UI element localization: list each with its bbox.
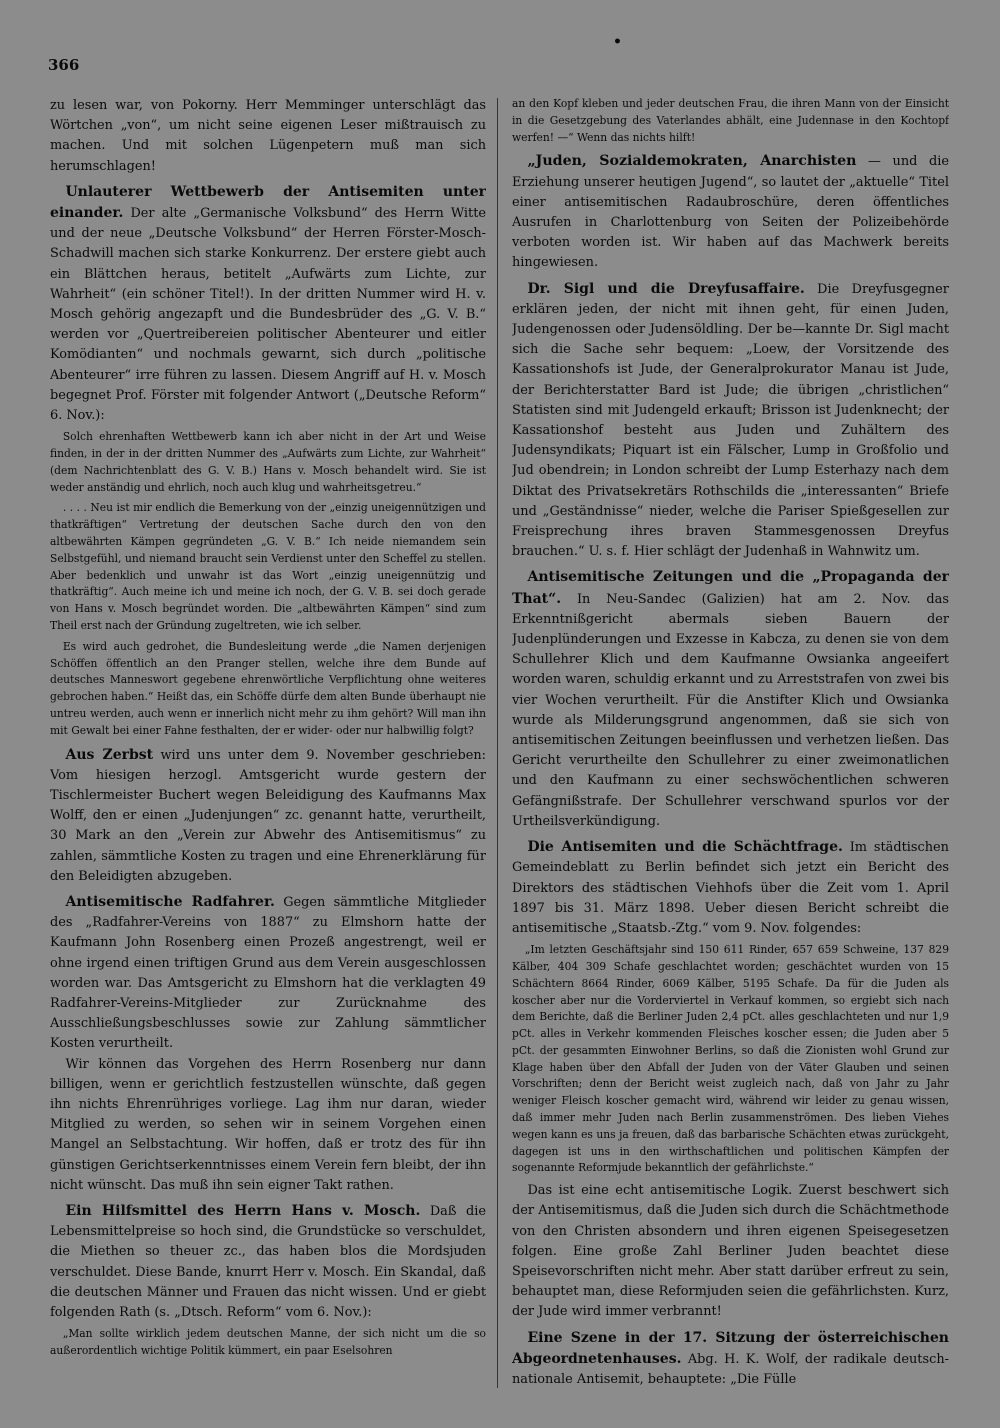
right-column <box>512 96 949 1416</box>
article <box>50 1201 486 1323</box>
article <box>512 279 949 563</box>
column-divider <box>497 98 498 1388</box>
article-heading: Eine Szene in der 17. Sitzung der österreichischen Abgeordnetenhauses. <box>512 1329 949 1367</box>
article <box>512 151 949 273</box>
article-body: Gegen sämmtliche Mitglieder des „Radfahrer-Vereins von 1887“ zu Elmshorn hatte der Kaufmann John Rosenberg einen Prozeß angestrengt, weil er ohne irgend einen triftigen Grund aus dem Verein ausgeschlossen worden war. Das Amtsgericht zu Elmshorn hat die verklagten 49 Radfahrer-Vereins-Mitglieder zur Zurücknahme des Ausschließungsbeschlusses sowie zur Zahlung sämmtlicher Kosten verurtheilt. <box>50 895 486 1052</box>
quotation: . . . . Neu ist mir endlich die Bemerkung von der „einzig uneigennützigen und thatkräftigen“ Vertretung der deutschen Sache durch den von den altbewährten Kämpen gegründeten „G. V. B.“ Ich neide niemandem sein Selbstgefühl, und niemand braucht sein Verdienst unter den Scheffel zu stellen. Aber bedenklich und unwahr ist das Wort „einzig uneigennützig und thatkräftig“. Auch meine ich und meine ich noch, der G. V. B. sei doch gerade von Hans v. Mosch begründet worden. Die „altbewährten Kämpen“ sind zum Theil erst nach der Gründung zugeltreten, wie ich selber. <box>50 501 486 633</box>
article <box>512 837 949 939</box>
article <box>50 182 486 426</box>
article-heading: Aus Zerbst <box>65 746 154 763</box>
article-body: Die Dreyfusgegner erklären jeden, der nicht mit ihnen geht, für einen Juden, Judengenossen oder Judensöldling. Der be—kannte Dr. Sigl macht sich die Sache sehr bequem: „Loew, der Vorsitzende des Kassationshofs ist Jude, der Generalprokurator Manau ist Jude, der Berichterstatter Bard ist Jude; die übrigen „christlichen“ Statisten sind mit Judengeld erkauft; Brisson ist Judenknecht; der Kassationshof besteht aus Juden und Zuhältern des Judensyndikats; Piquart ist ein Fälscher, Lump in Großfolio und Jud obendrein; in London schreibt der Lump Esterhazy nach dem Diktat des Privatsekretärs Rothschilds die „interessanten“ Briefe und „Geständnisse“ nieder, welche die Pariser Spießgesellen zur Freisprechung ihres braven Stammesgenossen Dreyfus brauchen.“ U. s. f. Hier schlägt der Judenhaß in Wahnwitz um. <box>512 281 949 560</box>
left-column <box>50 96 486 1416</box>
article <box>512 567 949 832</box>
article-body: Daß die Lebensmittelpreise so hoch sind, die Grundstücke so verschuldet, die Miethen so theuer zc., das haben blos die Mordsjuden verschuldet. Diese Bande, knurrt Herr v. Mosch. Ein Skandal, daß die deutschen Männer und Frauen das nicht wissen. Und er giebt folgenden Rath (s. „Dtsch. Reform“ vom 6. Nov.): <box>50 1204 486 1321</box>
paragraph: Das ist eine echt antisemitische Logik. Zuerst beschwert sich der Antisemitismus, daß die Juden sich durch die Schächtmethode von den Christen absondern und ihren eigenen Speisegesetzen folgen. Eine große Zahl Berliner Juden beachtet diese Speisevorschriften nicht mehr. Aber statt darüber erfreut zu sein, behauptet man, diese Reformjuden seien die gefährlichsten. Kurz, der Jude wird immer verbrannt! <box>512 1183 949 1320</box>
quotation: „Im letzten Geschäftsjahr sind 150 611 Rinder, 657 659 Schweine, 137 829 Kälber, 404 309 Schafe geschlachtet worden; geschächtet wurden von 15 Schächtern 8664 Rinder, 6069 Kälber, 5195 Schafe. Da für die Juden als koscher aber nur die Vorderviertel in Verkauf kommen, so ergiebt sich nach dem Berichte, daß die Berliner Juden 2,4 pCt. alles geschlachteten und nur 1,9 pCt. alles in Verkehr kommenden Fleisches koscher essen; die Juden aber 5 pCt. der gesammten Einwohner Berlins, so daß die Zionisten wohl Grund zur Klage haben über den Abfall der Juden von der Väter Glauben und seinen Vorschriften; denn der Bericht weist zugleich nach, daß von Jahr zu Jahr weniger Fleisch koscher gemacht wird, während wir leider zu genau wissen, daß immer mehr Juden nach Berlin zusammenströmen. Des lieben Viehes wegen kann es uns ja freuen, daß das barbarische Schächten etwas zurückgeht, dagegen ist uns in den wirthschaftlichen und politischen Kämpfen der sogenannte Reformjude bekanntlich der gefährlichste.“ <box>512 943 949 1175</box>
quotation: an den Kopf kleben und jeder deutschen Frau, die ihren Mann von der Einsicht in die Gesetzgebung des Vaterlandes abhält, eine Judennase in den Kochtopf werfen! —“ Wenn das nichts hilft! <box>512 97 949 144</box>
paragraph: zu lesen war, von Pokorny. Herr Memminger unterschlägt das Wörtchen „von“, um nicht seine eigenen Leser mißtrauisch zu machen. Und mit solchen Lügenpetern muß man sich herumschlagen! <box>50 98 486 174</box>
article-heading: Dr. Sigl und die Dreyfusaffaire. <box>527 280 805 297</box>
quotation: Solch ehrenhaften Wettbewerb kann ich aber nicht in der Art und Weise finden, in der in der dritten Nummer des „Aufwärts zum Lichte, zur Wahrheit“ (dem Nachrichtenblatt des G. V. B.) Hans v. Mosch behandelt wird. Sie ist weder anständig und ehrlich, noch auch klug und wahrheitsgetreu.“ <box>50 430 486 494</box>
article-body: Der alte „Germanische Volksbund“ des Herrn Witte und der neue „Deutsche Volksbund“ der Herren Förster-Mosch-Schadwill machen sich starke Konkurrenz. Der erstere giebt auch ein Blättchen heraus, betitelt „Aufwärts zum Lichte, zur Wahrheit“ (ein schöner Titel!). In der dritten Nummer wird H. v. Mosch gehörig angezapft und die Bundesbrüder des „G. V. B.“ werden vor „Quertreibereien politischer Abenteurer und eitler Komödianten“ und nochmals gewarnt, sich durch „politische Abenteurer“ irre führen zu lassen. Diesem Angriff auf H. v. Mosch begegnet Prof. Förster mit folgender Antwort („Deutsche Reform“ 6. Nov.): <box>50 206 486 424</box>
article-heading: Unlauterer Wettbewerb der Antisemiten unter einander. <box>50 183 486 222</box>
article-body: — und die Erziehung unserer heutigen Jugend“, so lautet der „aktuelle“ Titel einer antisemitischen Radaubroschüre, deren öffentliches Ausrufen in Charlottenburg von Seiten der Polizeibehörde verboten worden ist. Wir haben auf das Machwerk bereits hingewiesen. <box>512 154 949 271</box>
article <box>512 1328 949 1391</box>
article-heading: „Juden, Sozialdemokraten, Anarchisten <box>527 153 857 170</box>
article-body: Abg. H. K. Wolf, der radikale deutsch-nationale Antisemit, behauptete: „Die Fülle <box>512 1351 949 1388</box>
article-heading: Antisemitische Radfahrer. <box>65 894 275 911</box>
quotation: „Man sollte wirklich jedem deutschen Manne, der sich nicht um die so außerordentlich wichtige Politik kümmert, ein paar Eselsohren <box>50 1327 486 1358</box>
article-body: wird uns unter dem 9. November geschrieben: Vom hiesigen herzogl. Amtsgericht wurde gestern der Tischlermeister Buchert wegen Beleidigung des Kaufmanns Max Wolff, den er einen „Judenjungen“ zc. genannt hatte, verurtheilt, 30 Mark an den „Verein zur Abwehr des Antisemitismus“ zu zahlen, sämmtliche Kosten zu tragen und eine Ehrenerklärung für den Beleidigten abzugeben. <box>50 747 486 884</box>
top-mark: • <box>613 34 622 50</box>
article-heading: Antisemitische Zeitungen und die „Propaganda der That“. <box>512 569 949 607</box>
article-body: In Neu-Sandec (Galizien) hat am 2. Nov. das Erkenntnißgericht abermals sieben Bauern der Judenplünderungen und Exzesse in Kabcza, zu denen sie von dem Schullehrer Klich und dem Kaufmanne Owsianka angeeifert worden waren, schuldig erkannt und zu Arreststrafen von zwei bis vier Wochen verurtheilt. Für die Anstifter Klich und Owsianka wurde als Milderungsgrund angenommen, daß sie sich von antisemitischen Zeitungen beeinflussen und verhetzen ließen. Das Gericht verurtheilte den Schullehrer zu einer zweimonatlichen und den Kaufmann zu einer sechswöchentlichen schweren Gefängnißstrafe. Der Schullehrer verschwand spurlos vor der Urtheilsverkündigung. <box>512 591 949 829</box>
article <box>50 892 486 1055</box>
quotation: Es wird auch gedrohet, die Bundesleitung werde „die Namen derjenigen Schöffen öffentlich an den Pranger stellen, welche ihre dem Bunde auf deutsches Manneswort gegebene ehrenwörtliche Verpflichtung ohne weiteres gebrochen haben.“ Heißt das, ein Schöffe dürfe dem alten Bunde überhaupt nie untreu werden, auch wenn er innerlich nicht mehr zu ihm gehört? Will man ihn mit Gewalt bei einer Fahne festhalten, der er wider- oder nur halbwillig folgt? <box>50 639 486 737</box>
paragraph: Wir können das Vorgehen des Herrn Rosenberg nur dann billigen, wenn er gerichtlich festzustellen wünschte, daß gegen ihn nichts Ehrenrühriges vorliege. Lag ihm nur daran, wieder Mitglied zu werden, so sehen wir in seinem Vorgehen einen Mangel an Selbstachtung. Wir hoffen, daß er trotz des für ihn günstigen Gerichtserkenntnisses einem Verein fern bleibt, der ihn nicht wünscht. Das muß ihn sein eigner Takt rathen. <box>50 1056 486 1193</box>
article <box>50 745 486 887</box>
article-heading: Ein Hilfsmittel des Herrn Hans v. Mosch. <box>65 1203 421 1220</box>
article-body: Im städtischen Gemeindeblatt zu Berlin befindet sich jetzt ein Bericht des Direktors des städtischen Viehhofs über die Zeit vom 1. April 1897 bis 31. März 1898. Ueber diesen Bericht schreibt die antisemitische „Staatsb.-Ztg.“ vom 9. Nov. folgendes: <box>512 840 949 936</box>
page-number: 366 <box>48 56 80 74</box>
article-heading: Die Antisemiten und die Schächtfrage. <box>527 839 843 856</box>
